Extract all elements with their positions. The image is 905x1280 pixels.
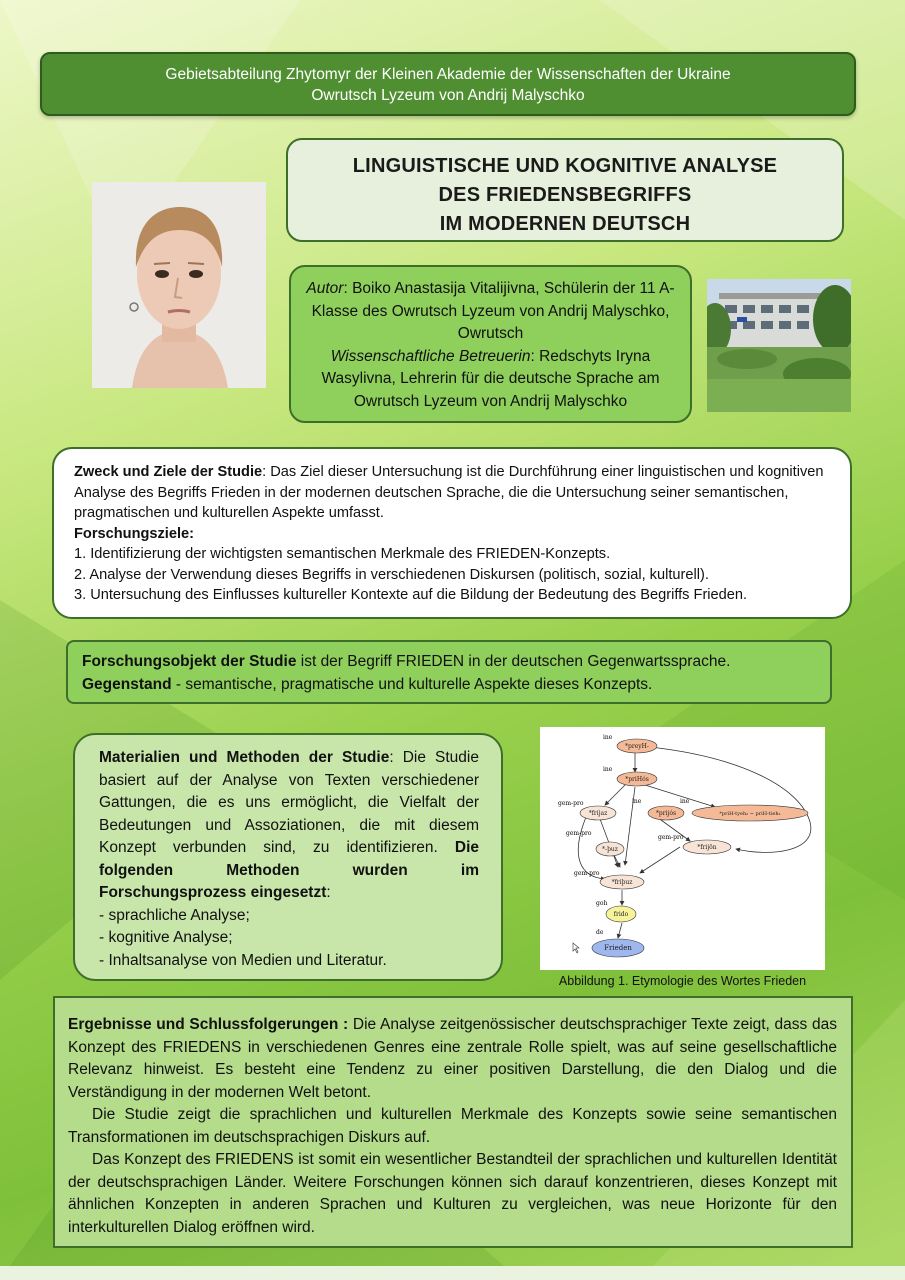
goal-item: 3. Untersuchung des Einflusses kultureller Kontexte auf die Bildung der Bedeutung des Begriffs Frieden. [74,587,748,603]
subject-text: - semantische, pragmatische und kulturelle Aspekte dieses Konzepts. [171,675,653,693]
author-box [289,265,692,423]
goals-heading: Forschungsziele: [74,525,195,542]
title-line-2: DES FRIEDENSBEGRIFFS [438,184,692,206]
method-item: - Inhaltsanalyse von Medien und Literatur. [99,951,387,969]
method-item: - sprachliche Analyse; [99,906,250,924]
diagram-node: *fríjaz [588,810,608,817]
object-text: ist der Begriff FRIEDEN in der deutschen Gegenwartssprache. [296,653,731,670]
author-portrait [92,182,266,388]
object-heading: Forschungsobjekt der Studie [82,653,297,670]
edge-label: gem-pro [658,834,684,841]
institution-header [40,52,856,116]
aims-intro: : Das Ziel dieser Untersuchung ist die Durchführung einer linguistischen und kognitiven Analyse des Begriffs Frieden in der modernen deutschen Sprache, die die Untersuchung seiner semantischen, pragmatischen und kulturellen Aspekte umfasst. [74,464,824,521]
subject-heading: Gegenstand [82,675,172,693]
edge-label: ine [603,734,613,741]
diagram-node: *-þuz [602,846,618,853]
method-item: - kognitive Analyse; [99,929,233,946]
methods-intro: : Die Studie basiert auf der Analyse von Texten verschiedener Gattungen, die es uns ermöglicht, die Vielfalt der Bedeutungen und Assoziationen, die mit diesem Konzept verbunden sind, zu identifizieren. [99,749,479,856]
diagram-node: *preyH- [625,743,649,750]
diagram-edge-labels [558,734,690,936]
diagram-node: *priHós [625,776,649,783]
edge-label: goh [596,900,608,907]
edge-label: ine [680,798,690,805]
methods-list-heading: Die folgenden Methoden wurden im Forschungsprozess eingesetzt [99,839,479,901]
bottom-border [0,1266,905,1280]
methods-list-heading-tail: : [326,884,331,901]
author-label: Autor [306,280,344,297]
edge-label: ine [632,798,642,805]
diagram-node: *prijós [655,810,677,817]
school-photo [707,279,851,412]
header-line-2: Owrutsch Lyzeum von Andrij Malyschko [311,87,585,104]
advisor-label: Wissenschaftliche Betreuerin [330,347,531,365]
title-line-1: LINGUISTISCHE UND KOGNITIVE ANALYSE [352,155,778,177]
cursor-icon [573,943,579,953]
results-box [53,996,853,1248]
figure-caption: Abbildung 1. Etymologie des Wortes Frieden [558,974,807,988]
edge-label: de [596,929,604,936]
etymology-diagram [540,727,825,970]
diagram-node: *frijōn [697,844,717,851]
header-line-1: Gebietsabteilung Zhytomyr der Kleinen Akademie der Wissenschaften der Ukraine [165,66,731,83]
aims-heading: Zweck und Ziele der Studie [74,464,263,480]
edge-label: gem-pro [574,870,600,877]
poster-title [286,138,844,242]
results-paragraph-1: Die Analyse zeitgenössischer deutschsprachiger Texte zeigt, dass das Konzept des FRIEDENS in verschiedenen Genres eine zentrale Rolle spielt, was auf seine gesellschaftliche Relevanz hinweist. Es besteht eine Tendenz zu einer positiven Darstellung, die den Dialog und die Verständigung in der modernen Welt betont. [68,1016,837,1101]
methods-box [73,733,503,981]
results-paragraph-2: Die Studie zeigt die sprachlichen und kulturellen Merkmale des Konzepts sowie seine semantischen Transformationen im deutschsprachigen Diskurs auf. [68,1106,837,1146]
diagram-node: frido [613,911,629,918]
title-line-3: IM MODERNEN DEUTSCH [439,213,691,235]
author-text: : Boiko Anastasija Vitalijivna, Schülerin der 11 A-Klasse des Owrutsch Lyzeum von Andrij Malyschko, Owrutsch [311,280,675,342]
edge-label: gem-pro [558,800,584,807]
advisor-text: : Redschyts Iryna Wasylivna, Lehrerin für die deutsche Sprache am Owrutsch Lyzeum von Andrij Malyschko [321,347,660,410]
diagram-node: *friþuz [611,879,633,886]
goal-item: 2. Analyse der Verwendung dieses Begriffs in verschiedenen Diskursen (politisch, sozial, kulturell). [74,566,709,583]
results-paragraph-3: Das Konzept des FRIEDENS ist somit ein wesentlicher Bestandteil der sprachlichen und kulturellen Identität der deutschsprachigen Länder. Weitere Forschungen können sich darauf konzentrieren, dieses Konzept mit ähnlichen Konzepten in anderen Sprachen und Kulturen zu vergleichen, was neue Horizonte für den interkulturellen Dialog eröffnen wird. [68,1151,837,1236]
goal-item: 1. Identifizierung der wichtigsten semantischen Merkmale des FRIEDEN-Konzepts. [74,546,611,562]
results-heading: Ergebnisse und Schlussfolgerungen : [68,1016,349,1033]
methods-heading: Materialien und Methoden der Studie [99,749,390,766]
research-object-box [66,640,832,704]
edge-label: ine [603,766,613,773]
aims-box [52,447,852,619]
edge-label: gem-pro [566,830,592,837]
diagram-node: *priH-tyeh₂ ~ priH-tieh₂ [719,811,781,817]
diagram-node: Frieden [604,944,632,952]
